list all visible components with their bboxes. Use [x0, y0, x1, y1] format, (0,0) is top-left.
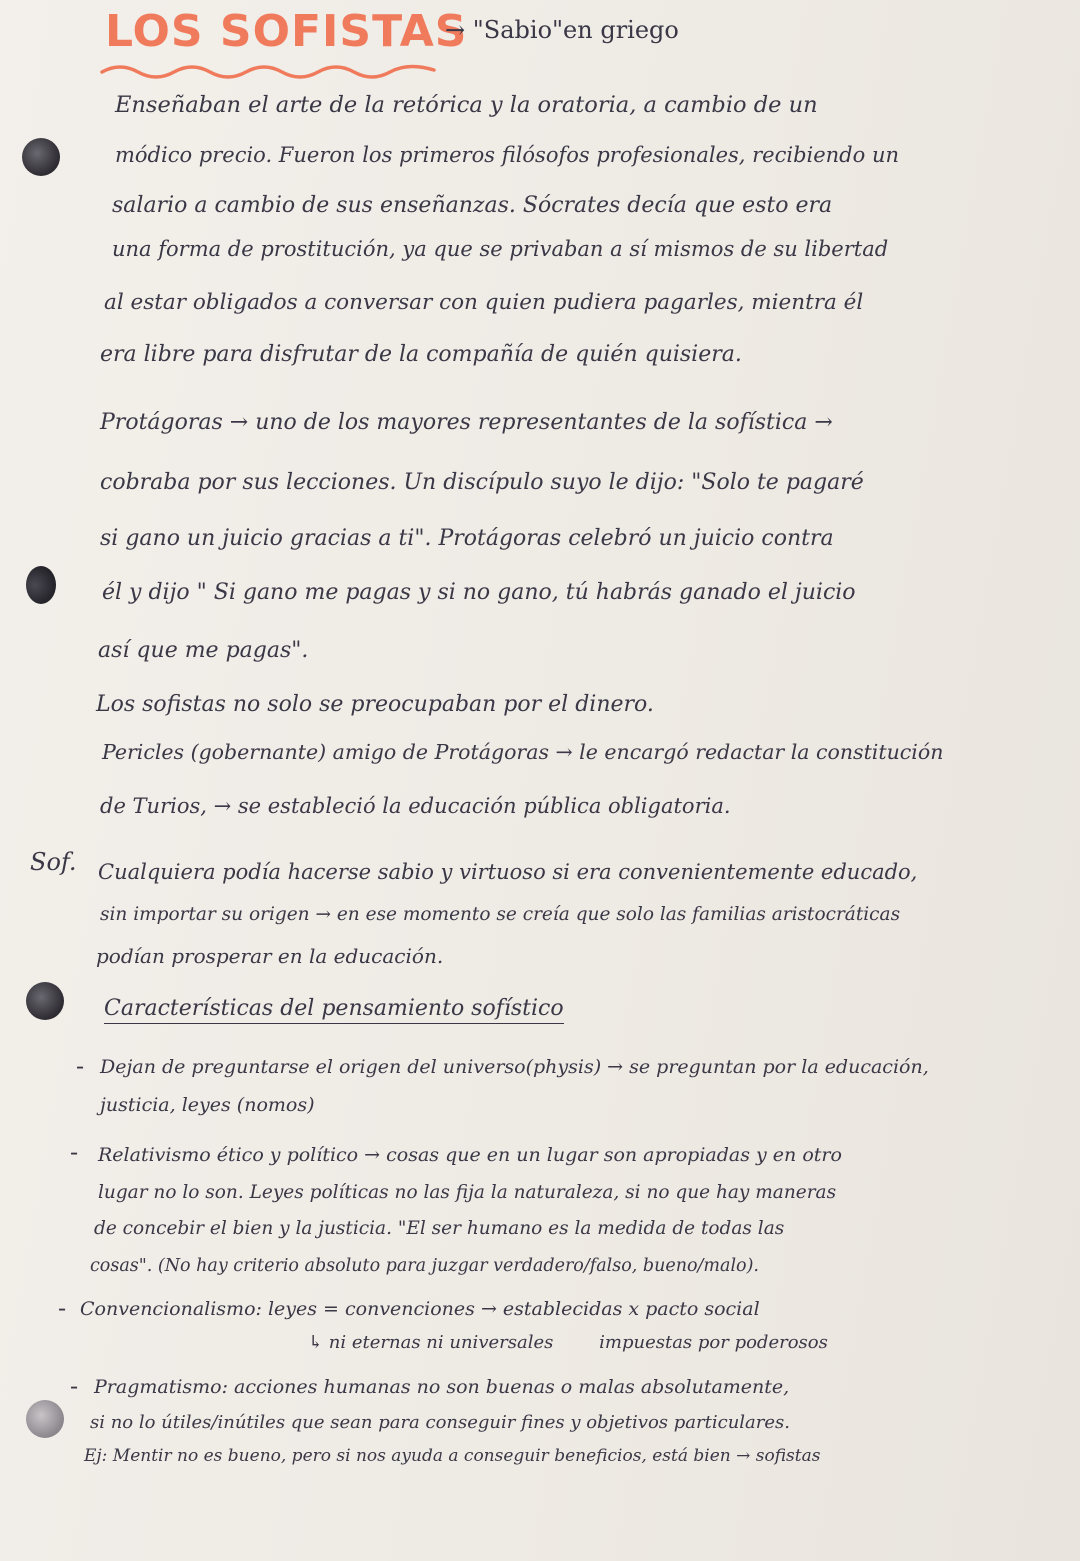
paragraph1-line: una forma de prostitución, ya que se privaban a sí mismos de su libertad	[112, 237, 889, 261]
paragraph2-line: así que me pagas".	[98, 638, 309, 663]
title-underline	[100, 60, 440, 80]
characteristic-line: cosas". (No hay criterio absoluto para juzgar verdadero/falso, bueno/malo).	[90, 1256, 759, 1276]
paragraph1-line: módico precio. Fueron los primeros filósofos profesionales, recibiendo un	[115, 143, 899, 167]
paragraph3-line: Pericles (gobernante) amigo de Protágoras → le encargó redactar la constitución	[102, 740, 944, 764]
section-heading: Características del pensamiento sofístico	[104, 996, 564, 1024]
bullet-dash: -	[76, 1052, 85, 1080]
sof-line: Cualquiera podía hacerse sabio y virtuoso si era convenientemente educado,	[98, 860, 918, 884]
characteristic-line: lugar no lo son. Leyes políticas no las fija la naturaleza, si no que hay maneras	[98, 1182, 837, 1203]
paragraph1-line: al estar obligados a conversar con quien pudiera pagarles, mientra él	[104, 290, 864, 315]
paragraph3-line: Los sofistas no solo se preocupaban por el dinero.	[96, 692, 654, 717]
characteristic-line: Ej: Mentir no es bueno, pero si nos ayuda a conseguir beneficios, está bien → sofistas	[84, 1446, 821, 1466]
paragraph2-line: él y dijo " Si gano me pagas y si no gano, tú habrás ganado el juicio	[102, 580, 856, 605]
paragraph1-line: salario a cambio de sus enseñanzas. Sócrates decía que esto era	[112, 193, 833, 218]
paragraph1-line: Enseñaban el arte de la retórica y la oratoria, a cambio de un	[115, 92, 818, 118]
sof-line: sin importar su origen → en ese momento se creía que solo las familias aristocráticas	[100, 904, 901, 925]
characteristic-line: si no lo útiles/inútiles que sean para conseguir fines y objetivos particulares.	[90, 1412, 790, 1433]
binder-hole-3	[26, 982, 64, 1020]
sof-label: Sof.	[30, 848, 77, 876]
characteristic-line: Relativismo ético y político → cosas que en un lugar son apropiadas y en otro	[98, 1144, 842, 1166]
characteristic-line: ↳ ni eternas ni universales impuestas por poderosos	[308, 1332, 828, 1353]
bullet-dash: -	[58, 1294, 67, 1322]
binder-hole-1	[22, 138, 60, 176]
page-title: LOS SOFISTAS	[105, 6, 468, 57]
characteristic-line: Dejan de preguntarse el origen del universo(physis) → se preguntan por la educación,	[100, 1056, 929, 1078]
paragraph2-line: Protágoras → uno de los mayores representantes de la sofística →	[100, 410, 833, 435]
paragraph1-line: era libre para disfrutar de la compañía de quién quisiera.	[100, 342, 742, 367]
binder-hole-2	[26, 566, 56, 604]
page-subtitle: → "Sabio"en griego	[445, 16, 679, 44]
bullet-dash: -	[70, 1138, 79, 1166]
characteristic-line: de concebir el bien y la justicia. "El ser humano es la medida de todas las	[94, 1218, 785, 1239]
characteristic-line: Pragmatismo: acciones humanas no son buenas o malas absolutamente,	[94, 1376, 790, 1398]
characteristic-line: Convencionalismo: leyes = convenciones → establecidas x pacto social	[80, 1298, 760, 1320]
characteristic-line: justicia, leyes (nomos)	[100, 1094, 315, 1116]
paragraph2-line: si gano un juicio gracias a ti". Protágoras celebró un juicio contra	[100, 526, 834, 551]
sof-line: podían prosperar en la educación.	[96, 944, 444, 968]
paragraph2-line: cobraba por sus lecciones. Un discípulo suyo le dijo: "Solo te pagaré	[100, 470, 864, 495]
binder-hole-4	[26, 1400, 64, 1438]
bullet-dash: -	[70, 1372, 79, 1400]
paragraph3-line: de Turios, → se estableció la educación pública obligatoria.	[100, 794, 731, 818]
